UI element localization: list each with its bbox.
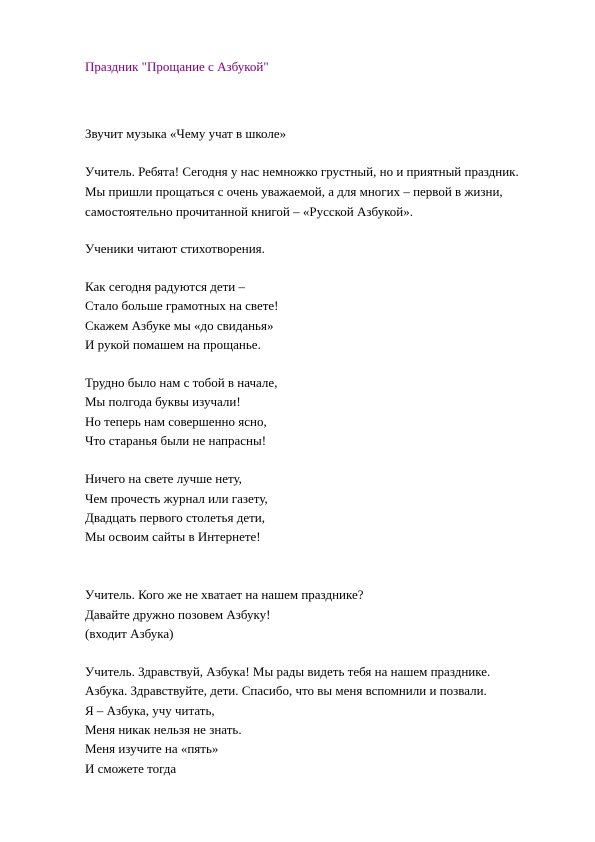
stage-direction: Звучит музыка «Чему учат в школе»: [85, 126, 287, 141]
poem-line: Мы освоим сайты в Интернете!: [85, 529, 261, 544]
document-title: Праздник "Прощание с Азбукой": [85, 59, 269, 74]
poem-line: Меня никак нельзя не знать.: [85, 722, 242, 737]
poem-line: Я – Азбука, учу читать,: [85, 703, 215, 718]
text-line: Мы пришли прощаться с очень уважаемой, а для многих – первой в жизни,: [85, 184, 503, 199]
poem-line: Двадцать первого столетья дети,: [85, 510, 265, 525]
poem-line: Трудно было нам с тобой в начале,: [85, 375, 278, 390]
poem-line: Стало больше грамотных на свете!: [85, 298, 279, 313]
text-line: Учитель. Ребята! Сегодня у нас немножко грустный, но и приятный праздник.: [85, 164, 519, 179]
stage-direction: (входит Азбука): [85, 626, 174, 641]
poem-line: Чем прочесть журнал или газету,: [85, 491, 268, 506]
poem-line: Ничего на свете лучше нету,: [85, 471, 242, 486]
poem-line: И сможете тогда: [85, 761, 177, 776]
poem-line: Как сегодня радуются дети –: [85, 279, 246, 294]
poem-line: Меня изучите на «пять»: [85, 741, 219, 756]
poem-line: Мы полгода буквы изучали!: [85, 394, 241, 409]
text-line: Учитель. Здравствуй, Азбука! Мы рады видеть тебя на нашем празднике.: [85, 664, 491, 679]
poem-line: И рукой помашем на прощанье.: [85, 337, 261, 352]
text-line: Учитель. Кого же не хватает на нашем празднике?: [85, 587, 364, 602]
text-line: Азбука. Здравствуйте, дети. Спасибо, что вы меня вспомнили и позвали.: [85, 683, 487, 698]
stage-direction: Ученики читают стихотворения.: [85, 241, 265, 256]
text-line: Давайте дружно позовем Азбуку!: [85, 607, 271, 622]
poem-line: Что старанья были не напрасны!: [85, 433, 267, 448]
poem-line: Но теперь нам совершенно ясно,: [85, 414, 267, 429]
text-line: самостоятельно прочитанной книгой – «Русской Азбукой».: [85, 204, 414, 219]
poem-line: Скажем Азбуке мы «до свиданья»: [85, 318, 274, 333]
